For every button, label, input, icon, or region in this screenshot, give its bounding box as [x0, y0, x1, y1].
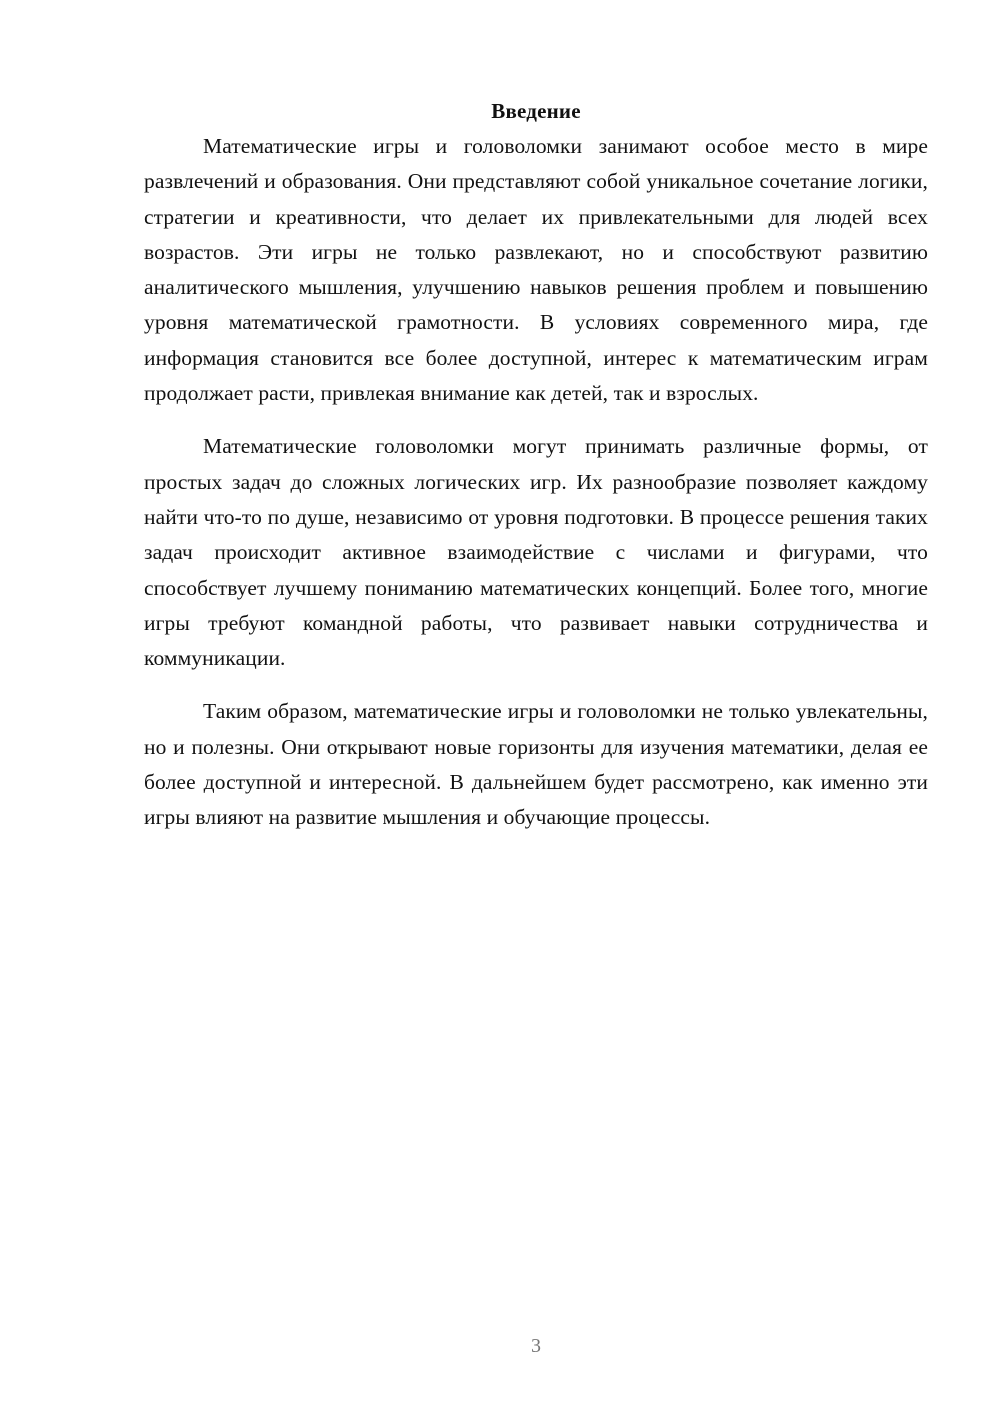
- page-number: 3: [531, 1335, 541, 1357]
- page-content: [144, 94, 928, 854]
- paragraph-2: Математические головоломки могут принимать различные формы, от простых задач до сложных логических игр. Их разнообразие позволяет каждому найти что-то по душе, независимо от уровня подготовки. В процессе решения таких задач происходит активное взаимодействие с числами и фигурами, что способствует лучшему пониманию математических концепций. Более того, многие игры требуют командной работы, что развивает навыки сотрудничества и коммуникации.: [144, 434, 928, 671]
- section-heading: Введение: [491, 99, 581, 123]
- paragraph-3: Таким образом, математические игры и головоломки не только увлекательны, но и полезны. Они открывают новые горизонты для изучения математики, делая ее более доступной и интересной. В дальнейшем будет рассмотрено, как именно эти игры влияют на развитие мышления и обучающие процессы.: [144, 699, 928, 830]
- paragraph-1: Математические игры и головоломки занимают особое место в мире развлечений и образования. Они представляют собой уникальное сочетание логики, стратегии и креативности, что делает их привлекательными для людей всех возрастов. Эти игры не только развлекают, но и способствуют развитию аналитического мышления, улучшению навыков решения проблем и повышению уровня математической грамотности. В условиях современного мира, где информация становится все более доступной, интерес к математическим играм продолжает расти, привлекая внимание как детей, так и взрослых.: [144, 134, 928, 406]
